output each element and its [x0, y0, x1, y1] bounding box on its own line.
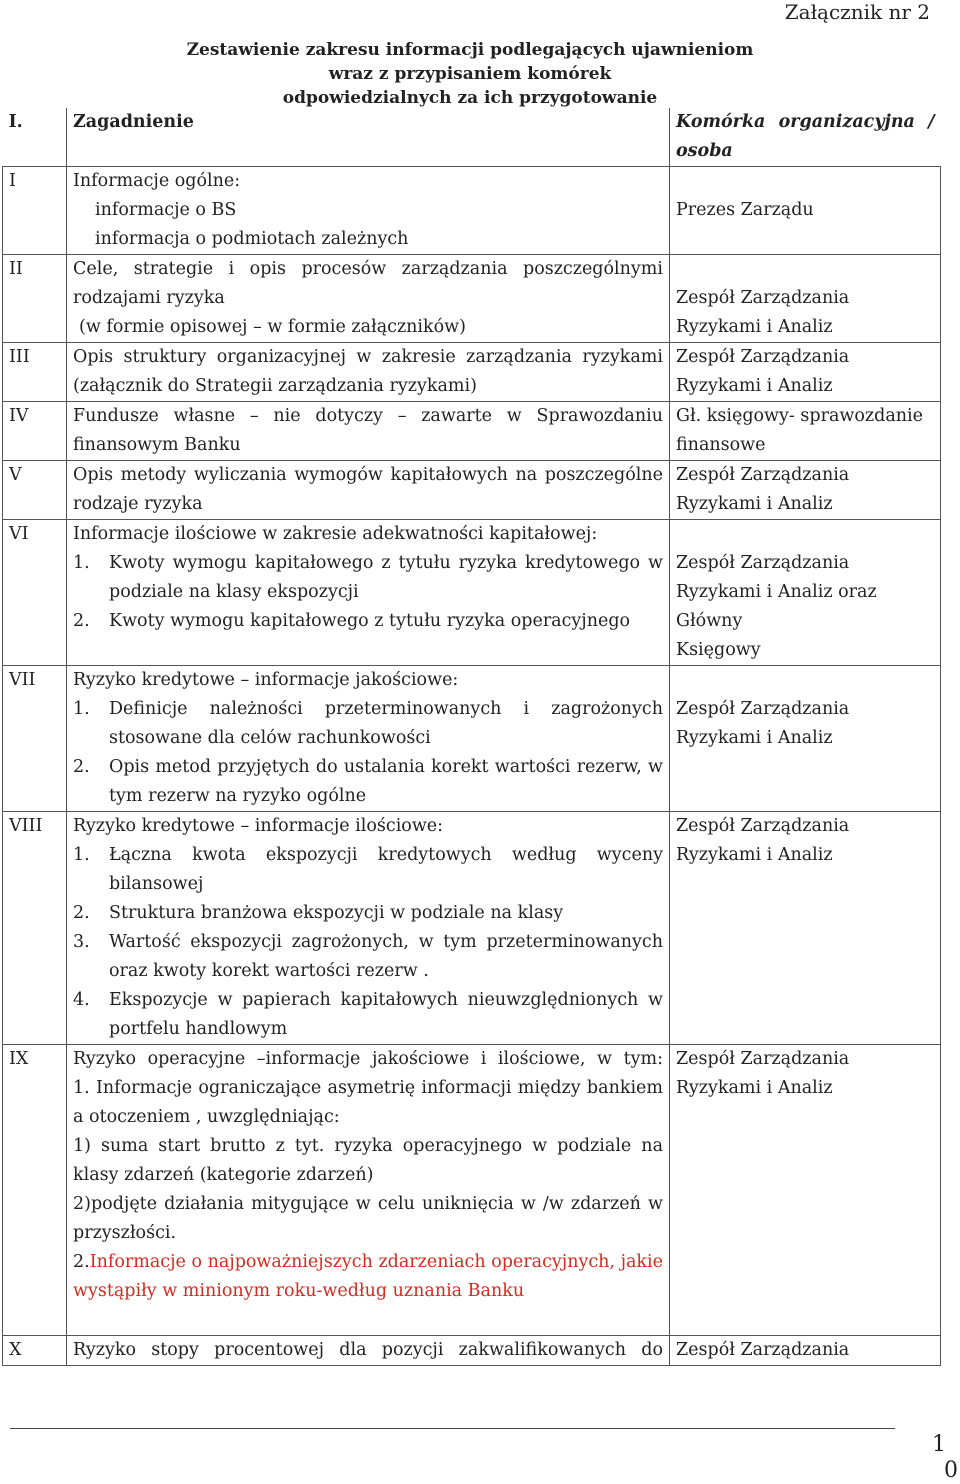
- row-topic: [67, 167, 670, 255]
- row-number: III: [3, 343, 67, 402]
- row-topic: [67, 343, 670, 402]
- document-title: [150, 38, 790, 110]
- unit-line: Główny: [676, 611, 743, 631]
- unit-line: Ryzykami i Analiz: [676, 1078, 833, 1098]
- topic-line: Cele, strategie i opis procesów zarządzania poszczególnymi: [73, 259, 663, 279]
- table-row: [3, 520, 941, 666]
- row-number: IV: [3, 402, 67, 461]
- topic-lead: Ryzyko kredytowe – informacje ilościowe:: [73, 816, 444, 836]
- row-unit: [670, 812, 941, 1045]
- unit-line: Zespół Zarządzania: [676, 699, 850, 719]
- row-topic: [67, 255, 670, 343]
- topic-line: informacja o podmiotach zależnych: [95, 229, 409, 249]
- header-unit: [670, 108, 941, 167]
- row-unit: [670, 167, 941, 255]
- highlighted-text: Informacje o najpoważniejszych zdarzeniach operacyjnych, jakie wystąpiły w minionym roku-według uznania Banku: [73, 1252, 663, 1301]
- list-item: [73, 986, 663, 1044]
- topic-paragraph: 2)podjęte działania mitygujące w celu uniknięcia w /w zdarzeń w przyszłości.: [73, 1194, 663, 1243]
- table-row: [3, 402, 941, 461]
- row-number: VIII: [3, 812, 67, 1045]
- item-text: Struktura branżowa ekspozycji w podziale na klasy: [109, 903, 564, 923]
- row-number: V: [3, 461, 67, 520]
- table-row: [3, 1045, 941, 1336]
- topic-line: informacje o BS: [95, 200, 237, 220]
- list-item: [73, 695, 663, 753]
- row-topic: [67, 402, 670, 461]
- topic-line: Ryzyko stopy procentowej dla pozycji zakwalifikowanych do: [73, 1340, 663, 1360]
- topic-paragraph: 1. Informacje ograniczające asymetrię informacji między bankiem a otoczeniem , uwzględniając:: [73, 1078, 663, 1127]
- unit-line: Zespół Zarządzania: [676, 465, 850, 485]
- item-text: Łączna kwota ekspozycji kredytowych według wyceny bilansowej: [109, 845, 663, 894]
- row-unit: [670, 461, 941, 520]
- item-number: 3.: [73, 932, 90, 952]
- topic-paragraph: [73, 1248, 663, 1306]
- topic-lead: Informacje ilościowe w zakresie adekwatności kapitałowej:: [73, 524, 598, 544]
- topic-lead: Ryzyko kredytowe – informacje jakościowe:: [73, 670, 459, 690]
- unit-line: Zespół Zarządzania: [676, 347, 850, 367]
- disclosure-table: [2, 108, 941, 1366]
- topic-line: (w formie opisowej – w formie załączników): [79, 317, 466, 337]
- row-unit: [670, 666, 941, 812]
- unit-line: Ryzykami i Analiz oraz: [676, 582, 877, 602]
- row-unit: [670, 255, 941, 343]
- row-number: X: [3, 1336, 67, 1366]
- item-number: 1.: [73, 553, 90, 573]
- topic-paragraph: 1) suma start brutto z tyt. ryzyka operacyjnego w podziale na klasy zdarzeń (kategorie zdarzeń): [73, 1136, 663, 1185]
- table-row: [3, 666, 941, 812]
- table-row: [3, 167, 941, 255]
- row-unit: [670, 1336, 941, 1366]
- unit-line: Zespół Zarządzania: [676, 1340, 850, 1360]
- item-number: 2.: [73, 903, 90, 923]
- page-number-digit-1: 1: [932, 1432, 946, 1457]
- header-topic: Zagadnienie: [67, 108, 670, 167]
- item-text: Definicje należności przeterminowanych i zagrożonych stosowane dla celów rachunkowości: [109, 699, 663, 748]
- item-number: 2.: [73, 757, 90, 777]
- list-item: [73, 753, 663, 811]
- footnote-separator: [10, 1428, 895, 1429]
- item-text: Wartość ekspozycji zagrożonych, w tym przeterminowanych oraz kwoty korekt wartości rezerw .: [109, 932, 663, 981]
- unit-line: Prezes Zarządu: [676, 200, 814, 220]
- table-header-row: [3, 108, 941, 167]
- table-row: [3, 461, 941, 520]
- list-item: [73, 899, 663, 928]
- title-line-3: odpowiedzialnych za ich przygotowanie: [282, 88, 658, 108]
- item-text: Opis metod przyjętych do ustalania korekt wartości rezerw, w tym rezerw na ryzyko ogólne: [109, 757, 663, 806]
- row-number: II: [3, 255, 67, 343]
- row-topic: [67, 1336, 670, 1366]
- unit-line: Gł. księgowy- sprawozdanie: [676, 406, 923, 426]
- unit-line: Zespół Zarządzania: [676, 816, 850, 836]
- table-row: [3, 812, 941, 1045]
- topic-line: Opis struktury organizacyjnej w zakresie zarządzania ryzykami: [73, 347, 663, 367]
- topic-line: rodzajami ryzyka: [73, 288, 225, 308]
- topic-line: Opis metody wyliczania wymogów kapitałowych na poszczególne: [73, 465, 663, 485]
- row-unit: [670, 402, 941, 461]
- topic-lead: Ryzyko operacyjne –informacje jakościowe i ilościowe, w tym:: [73, 1049, 663, 1069]
- table-row: [3, 343, 941, 402]
- table-row: [3, 255, 941, 343]
- annex-label: Załącznik nr 2: [784, 0, 930, 24]
- row-unit: [670, 1045, 941, 1336]
- item-number: 1.: [73, 699, 90, 719]
- unit-line: finansowe: [676, 435, 766, 455]
- item-number: 4.: [73, 990, 90, 1010]
- list-item: [73, 841, 663, 899]
- topic-line: (załącznik do Strategii zarządzania ryzykami): [73, 376, 477, 396]
- row-topic: [67, 461, 670, 520]
- title-line-2: wraz z przypisaniem komórek: [328, 64, 612, 84]
- unit-line: Zespół Zarządzania: [676, 1049, 850, 1069]
- unit-line: Ryzykami i Analiz: [676, 845, 833, 865]
- row-topic: [67, 520, 670, 666]
- topic-line: Informacje ogólne:: [73, 171, 241, 191]
- unit-line: Zespół Zarządzania: [676, 553, 850, 573]
- header-num: I.: [3, 108, 67, 167]
- title-line-1: Zestawienie zakresu informacji podlegających ujawnieniom: [186, 40, 754, 60]
- row-number: IX: [3, 1045, 67, 1336]
- list-item: [73, 928, 663, 986]
- paragraph-number: 2.: [73, 1252, 90, 1272]
- row-number: VII: [3, 666, 67, 812]
- header-unit-line-1: Komórka organizacyjna /: [676, 112, 935, 132]
- unit-line: Ryzykami i Analiz: [676, 728, 833, 748]
- topic-line: rodzaje ryzyka: [73, 494, 203, 514]
- item-number: 1.: [73, 845, 90, 865]
- unit-line: Ryzykami i Analiz: [676, 376, 833, 396]
- item-text: Kwoty wymogu kapitałowego z tytułu ryzyka operacyjnego: [109, 611, 631, 631]
- topic-line: Fundusze własne – nie dotyczy – zawarte w Sprawozdaniu: [73, 406, 663, 426]
- row-number: VI: [3, 520, 67, 666]
- list-item: [73, 607, 663, 636]
- row-topic: [67, 812, 670, 1045]
- row-unit: [670, 343, 941, 402]
- header-unit-line-2: osoba: [676, 141, 733, 161]
- item-text: Kwoty wymogu kapitałowego z tytułu ryzyka kredytowego w podziale na klasy ekspozycji: [109, 553, 663, 602]
- list-item: [73, 549, 663, 607]
- item-text: Ekspozycje w papierach kapitałowych nieuwzględnionych w portfelu handlowym: [109, 990, 663, 1039]
- page-number-digit-2: 0: [944, 1458, 958, 1483]
- unit-line: Zespół Zarządzania: [676, 288, 850, 308]
- topic-line: finansowym Banku: [73, 435, 241, 455]
- row-topic: [67, 666, 670, 812]
- unit-line: Księgowy: [676, 640, 761, 660]
- unit-line: Ryzykami i Analiz: [676, 494, 833, 514]
- item-number: 2.: [73, 611, 90, 631]
- unit-line: Ryzykami i Analiz: [676, 317, 833, 337]
- row-unit: [670, 520, 941, 666]
- row-topic: [67, 1045, 670, 1336]
- row-number: I: [3, 167, 67, 255]
- table-row: [3, 1336, 941, 1366]
